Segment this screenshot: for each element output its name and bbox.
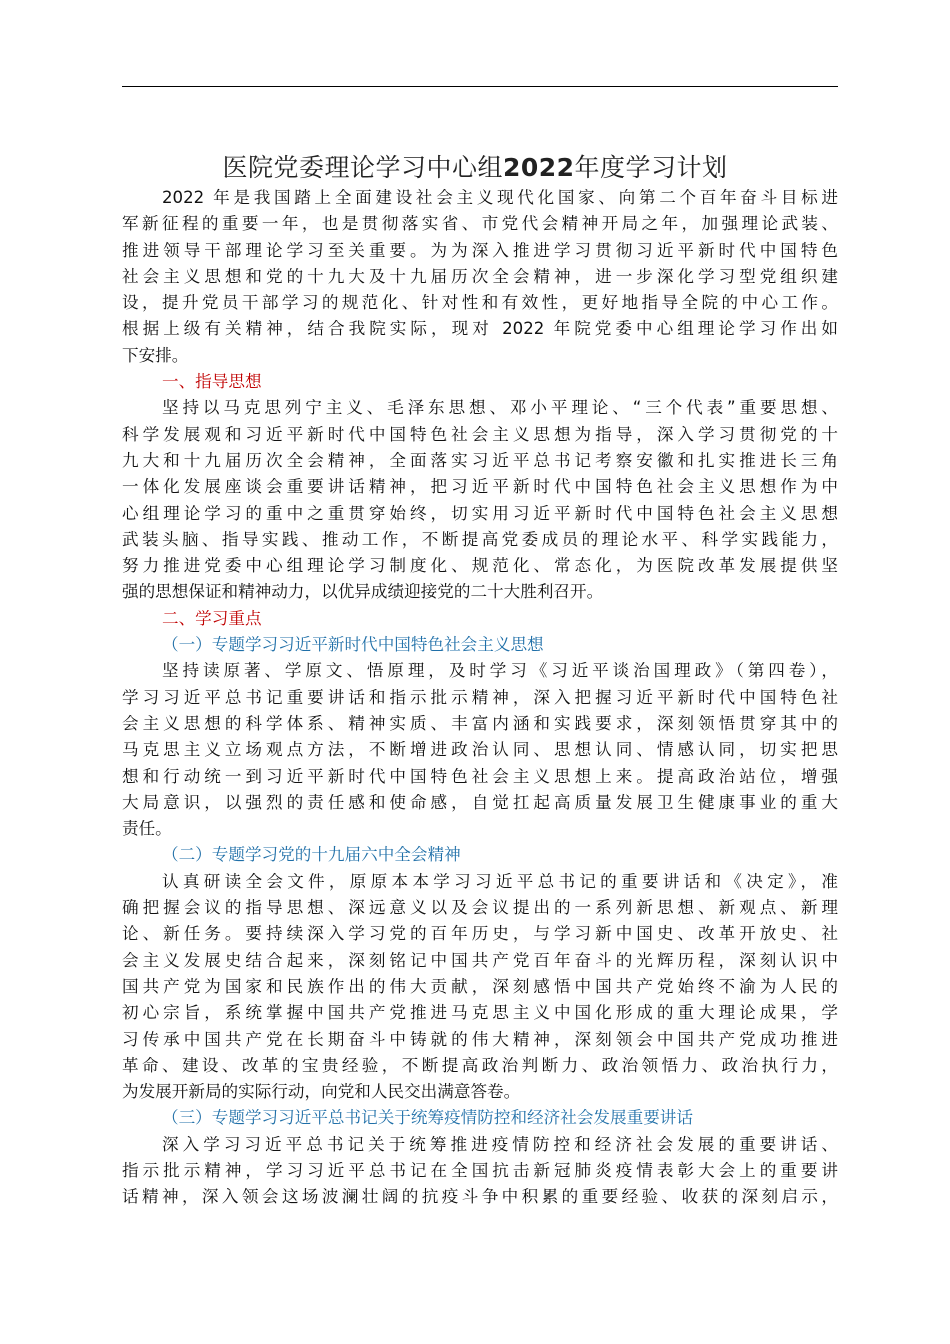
sub2-line: 国共产党为国家和民族作出的伟大贡献，深刻感悟中国共产党始终不渝为人民的 [122, 976, 838, 996]
section1-line: 武装头脑、指导实践、推动工作，不断提高党委成员的理论水平、科学实践能力， [122, 529, 838, 549]
title-suffix: 年度学习计划 [574, 153, 728, 182]
sub1-line: 想和行动统一到习近平新时代中国特色社会主义思想上来。提高政治站位，增强 [122, 766, 838, 786]
sub2-line: 革命、建设、改革的宝贵经验，不断提高政治判断力、政治领悟力、政治执行力， [122, 1055, 838, 1075]
section-heading: 二、学习重点 [162, 608, 262, 628]
subsection-heading: （三）专题学习习近平总书记关于统筹疫情防控和经济社会发展重要讲话 [162, 1108, 693, 1128]
intro-line: 设，提升党员干部学习的规范化、针对性和有效性，更好地指导全院的中心工作。 [122, 293, 838, 313]
sub1-line: 会主义思想的科学体系、精神实质、丰富内涵和实践要求，深刻领悟贯穿其中的 [122, 713, 838, 733]
subsection-heading: （二）专题学习党的十九届六中全会精神 [162, 845, 461, 865]
intro-line: 推进领导干部理论学习至关重要。为为深入推进学习贯彻习近平新时代中国特色 [122, 240, 838, 260]
intro-line: 军新征程的重要一年，也是贯彻落实省、市党代会精神开局之年，加强理论武装、 [122, 214, 838, 234]
sub2-line: 认真研读全会文件，原原本本学习习近平总书记的重要讲话和《决定》，准 [162, 871, 838, 891]
title-year: 2022 [502, 153, 575, 182]
section1-line: 努力推进党委中心组理论学习制度化、规范化、常态化，为医院改革发展提供坚 [122, 556, 838, 576]
sub3-line: 指示批示精神，学习习近平总书记在全国抗击新冠肺炎疫情表彰大会上的重要讲 [122, 1160, 838, 1180]
intro-line: 下安排。 [122, 345, 189, 365]
document-body [122, 185, 838, 1211]
intro-line: 2022 年是我国踏上全面建设社会主义现代化国家、向第二个百年奋斗目标进 [162, 188, 838, 207]
sub2-line: 习传承中国共产党在长期奋斗中铸就的伟大精神，深刻领会中国共产党成功推进 [122, 1029, 838, 1049]
title-prefix: 医院党委理论学习中心组 [222, 153, 503, 182]
section1-line: 科学发展观和习近平新时代中国特色社会主义思想为指导，深入学习贯彻党的十 [122, 424, 838, 444]
sub2-line: 确把握会议的指导思想、深远意义以及会议提出的一系列新思想、新观点、新理 [122, 898, 838, 918]
section1-line: 心组理论学习的重中之重贯穿始终，切实用习近平新时代中国特色社会主义思想 [122, 503, 838, 523]
sub3-line: 话精神，深入领会这场波澜壮阔的抗疫斗争中积累的重要经验、收获的深刻启示， [122, 1187, 838, 1207]
section1-line: 九大和十九届历次全会精神，全面落实习近平总书记考察安徽和扎实推进长三角 [122, 450, 838, 470]
sub2-line: 会主义发展史结合起来，深刻铭记中国共产党百年奋斗的光辉历程，深刻认识中 [122, 950, 838, 970]
section1-line: 一体化发展座谈会重要讲话精神，把习近平新时代中国特色社会主义思想作为中 [122, 477, 838, 497]
sub1-line: 马克思主义立场观点方法，不断增进政治认同、思想认同、情感认同，切实把思 [122, 740, 838, 760]
document-title [0, 150, 950, 186]
sub1-line: 坚持读原著、学原文、悟原理，及时学习《习近平谈治国理政》（第四卷）， [162, 661, 838, 681]
section1-line: 坚持以马克思列宁主义、毛泽东思想、邓小平理论、“三个代表”重要思想、 [162, 398, 838, 418]
sub1-line: 责任。 [122, 819, 172, 839]
section-heading: 一、指导思想 [162, 372, 262, 392]
sub2-line: 为发展开新局的实际行动，向党和人民交出满意答卷。 [122, 1082, 521, 1102]
header-divider [122, 86, 838, 87]
sub3-line: 深入学习习近平总书记关于统筹推进疫情防控和经济社会发展的重要讲话、 [162, 1134, 838, 1154]
intro-line: 根据上级有关精神，结合我院实际，现对 2022 年院党委中心组理论学习作出如 [122, 319, 838, 339]
subsection-heading: （一）专题学习习近平新时代中国特色社会主义思想 [162, 635, 544, 655]
section1-line: 强的思想保证和精神动力，以优异成绩迎接党的二十大胜利召开。 [122, 582, 604, 602]
sub2-line: 初心宗旨，系统掌握中国共产党推进马克思主义中国化形成的重大理论成果，学 [122, 1003, 838, 1023]
intro-line: 社会主义思想和党的十九大及十九届历次全会精神，进一步深化学习型党组织建 [122, 266, 838, 286]
sub2-line: 论、新任务。要持续深入学习党的百年历史，与学习新中国史、改革开放史、社 [122, 924, 838, 944]
sub1-line: 学习习近平总书记重要讲话和指示批示精神，深入把握习近平新时代中国特色社 [122, 687, 838, 707]
sub1-line: 大局意识，以强烈的责任感和使命感，自觉扛起高质量发展卫生健康事业的重大 [122, 792, 838, 812]
